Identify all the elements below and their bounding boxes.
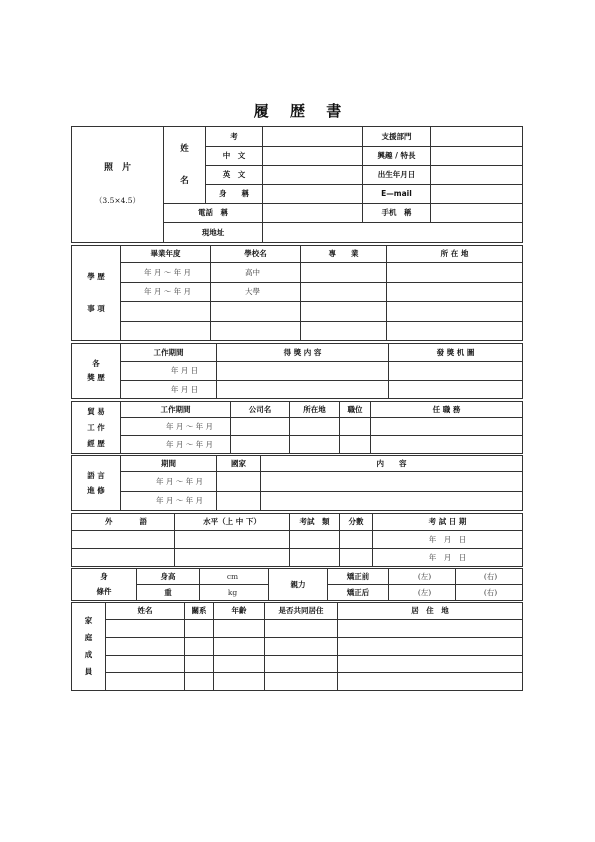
study-row-1-country xyxy=(217,472,261,492)
education-row-4-major xyxy=(301,321,387,341)
work-row-2-location xyxy=(290,436,340,454)
header-school-name: 學校名 xyxy=(211,246,301,263)
table-row xyxy=(72,380,523,399)
family-row-1-age xyxy=(214,620,265,638)
header-relationship: 關系 xyxy=(185,603,214,620)
foreign-row-2-language xyxy=(72,549,175,567)
birth-date-value xyxy=(431,166,523,185)
table-row xyxy=(72,302,523,322)
table-row xyxy=(72,127,523,147)
table-header-row xyxy=(72,514,523,531)
header-living-together: 是否共同居住 xyxy=(265,603,338,620)
awards-row-1-date: 年 月 日 xyxy=(121,362,217,381)
awards-row-1-content xyxy=(217,362,389,381)
photo-label: 照 片 xyxy=(103,163,131,173)
table-row xyxy=(72,282,523,302)
family-row-3-relationship xyxy=(185,655,214,673)
header-company: 公司名 xyxy=(231,402,290,418)
table-header-row xyxy=(72,246,523,263)
label-id: 身 稱 xyxy=(206,185,263,204)
family-row-1-relationship xyxy=(185,620,214,638)
physical-side-line-2: 條件 xyxy=(96,587,112,596)
work-row-1-company xyxy=(231,418,290,436)
email-value xyxy=(431,185,523,204)
foreign-row-1-exam-type xyxy=(290,531,340,549)
study-row-2-country xyxy=(217,491,261,511)
study-side-line-1: 語 言 xyxy=(87,470,105,480)
family-row-2-living-together xyxy=(265,637,338,655)
foreign-row-1-score xyxy=(340,531,373,549)
work-experience-table xyxy=(71,401,523,454)
family-row-4-name xyxy=(106,673,185,691)
family-row-3-living-together xyxy=(265,655,338,673)
after-correction-label: 矯正后 xyxy=(328,585,389,601)
hobby-value xyxy=(431,147,523,166)
family-row-3-age xyxy=(214,655,265,673)
study-row-1-content xyxy=(261,472,523,492)
work-row-2-period: 年 月 ～ 年 月 xyxy=(121,436,231,454)
english-name-value xyxy=(263,166,363,185)
table-row xyxy=(72,673,523,691)
family-members-table xyxy=(71,602,523,691)
foreign-row-1-proficiency xyxy=(175,531,290,549)
photo-size-label: （3.5×4.5） xyxy=(94,196,141,205)
family-row-4-age xyxy=(214,673,265,691)
table-row xyxy=(72,472,523,492)
family-row-4-residence xyxy=(338,673,523,691)
education-row-2-location xyxy=(387,282,523,302)
education-table xyxy=(71,245,523,341)
foreign-row-1-language xyxy=(72,531,175,549)
work-row-2-company xyxy=(231,436,290,454)
table-row xyxy=(72,569,523,585)
family-row-1-living-together xyxy=(265,620,338,638)
header-award-issuer: 發 獎 机 圖 xyxy=(389,344,523,362)
table-row xyxy=(72,549,523,567)
header-work-period: 工作期間 xyxy=(121,402,231,418)
label-phone: 電話 稱 xyxy=(164,204,263,223)
family-row-4-relationship xyxy=(185,673,214,691)
education-row-2-major xyxy=(301,282,387,302)
family-side-line-3: 成 xyxy=(84,650,93,659)
header-graduation-year: 畢業年度 xyxy=(121,246,211,263)
phone-value xyxy=(263,204,363,223)
before-correction-right-eye: (右) xyxy=(456,569,523,585)
education-row-3-location xyxy=(387,302,523,322)
family-row-2-relationship xyxy=(185,637,214,655)
education-side-line-2: 事 項 xyxy=(87,304,105,313)
foreign-row-2-proficiency xyxy=(175,549,290,567)
header-position: 職位 xyxy=(340,402,371,418)
table-header-row xyxy=(72,603,523,620)
family-side-line-2: 庭 xyxy=(84,633,93,642)
name-label-line-1: 姓 xyxy=(180,143,189,154)
label-kao: 考 xyxy=(206,127,263,147)
after-correction-right-eye: (右) xyxy=(456,585,523,601)
header-proficiency: 水平（上 中 下） xyxy=(175,514,290,531)
header-score: 分數 xyxy=(340,514,373,531)
awards-row-1-issuer xyxy=(389,362,523,381)
kao-value xyxy=(263,127,363,147)
education-row-1-location xyxy=(387,263,523,283)
table-row xyxy=(72,655,523,673)
work-row-1-location xyxy=(290,418,340,436)
awards-side-line-1: 各 xyxy=(92,359,100,368)
foreign-row-2-exam-type xyxy=(290,549,340,567)
family-row-2-name xyxy=(106,637,185,655)
header-residence: 居 住 地 xyxy=(338,603,523,620)
study-row-2-period: 年 月 ～ 年 月 xyxy=(121,491,217,511)
work-row-1-period: 年 月 ～ 年 月 xyxy=(121,418,231,436)
after-correction-left-eye: (左) xyxy=(389,585,456,601)
vision-label: 親力 xyxy=(269,569,328,601)
awards-side-line-2: 獎 歴 xyxy=(87,373,105,382)
name-label-cell xyxy=(164,127,206,204)
education-row-4-period xyxy=(121,321,211,341)
awards-side-label xyxy=(72,344,121,399)
awards-row-2-content xyxy=(217,380,389,399)
education-row-2-period: 年 月 ～ 年 月 xyxy=(121,282,211,302)
header-foreign-language: 外 語 xyxy=(72,514,175,531)
label-mobile: 手机 稱 xyxy=(363,204,431,223)
physical-side-line-1: 身 xyxy=(100,572,108,581)
physical-condition-table xyxy=(71,568,523,601)
weight-unit: kg xyxy=(200,585,269,601)
header-location: 所 在 地 xyxy=(387,246,523,263)
family-side-line-4: 員 xyxy=(84,667,93,676)
education-row-3-school xyxy=(211,302,301,322)
header-age: 年齡 xyxy=(214,603,265,620)
label-chinese-name: 中 文 xyxy=(206,147,263,166)
header-family-name: 姓名 xyxy=(106,603,185,620)
awards-table xyxy=(71,343,523,399)
page-title: 履 歴 書 xyxy=(253,102,350,120)
family-side-label xyxy=(72,603,106,691)
work-row-2-duties xyxy=(371,436,523,454)
mobile-value xyxy=(431,204,523,223)
header-exam-date: 考 試 日 期 xyxy=(373,514,523,531)
table-row xyxy=(72,531,523,549)
study-side-line-2: 進 修 xyxy=(87,485,105,495)
header-duties: 任 職 務 xyxy=(371,402,523,418)
work-side-label xyxy=(72,402,121,454)
address-value xyxy=(263,223,523,243)
header-major: 專 業 xyxy=(301,246,387,263)
chinese-name-value xyxy=(263,147,363,166)
education-row-3-major xyxy=(301,302,387,322)
education-row-2-school: 大學 xyxy=(211,282,301,302)
label-support-dept: 支援部門 xyxy=(363,127,431,147)
education-row-3-period xyxy=(121,302,211,322)
education-row-1-period: 年 月 ～ 年 月 xyxy=(121,263,211,283)
table-row xyxy=(72,436,523,454)
name-label-line-2: 名 xyxy=(180,175,189,186)
work-side-line-2: 工 作 xyxy=(87,422,105,432)
table-row xyxy=(72,418,523,436)
family-row-3-name xyxy=(106,655,185,673)
header-study-period: 期間 xyxy=(121,456,217,472)
physical-side-label xyxy=(72,569,137,601)
family-row-2-residence xyxy=(338,637,523,655)
header-country: 國家 xyxy=(217,456,261,472)
before-correction-left-eye: (左) xyxy=(389,569,456,585)
label-hobby: 興趣 / 特長 xyxy=(363,147,431,166)
header-study-content: 内 容 xyxy=(261,456,523,472)
header-work-location: 所在地 xyxy=(290,402,340,418)
photo-cell xyxy=(72,127,164,243)
awards-row-2-issuer xyxy=(389,380,523,399)
support-dept-value xyxy=(431,127,523,147)
table-header-row xyxy=(72,456,523,472)
work-side-line-1: 貿 易 xyxy=(87,406,105,416)
label-email: E—mail xyxy=(363,185,431,204)
foreign-row-2-exam-date: 年 月 日 xyxy=(373,549,523,567)
family-row-1-residence xyxy=(338,620,523,638)
header-exam-type: 考試 類 xyxy=(290,514,340,531)
family-side-line-1: 家 xyxy=(84,616,93,625)
work-row-1-position xyxy=(340,418,371,436)
table-row xyxy=(72,321,523,341)
study-side-label xyxy=(72,456,121,511)
personal-info-table xyxy=(71,126,523,243)
height-label: 身高 xyxy=(137,569,200,585)
education-row-1-major xyxy=(301,263,387,283)
table-header-row xyxy=(72,402,523,418)
id-value xyxy=(263,185,363,204)
header-award-content: 得 獎 内 容 xyxy=(217,344,389,362)
family-row-1-name xyxy=(106,620,185,638)
table-row xyxy=(72,620,523,638)
table-row xyxy=(72,637,523,655)
foreign-row-1-exam-date: 年 月 日 xyxy=(373,531,523,549)
work-row-1-duties xyxy=(371,418,523,436)
study-row-1-period: 年 月 ～ 年 月 xyxy=(121,472,217,492)
education-side-line-1: 學 歴 xyxy=(87,272,105,281)
education-side-label xyxy=(72,246,121,341)
work-side-line-3: 經 歴 xyxy=(87,438,105,448)
awards-row-2-date: 年 月 日 xyxy=(121,380,217,399)
table-row xyxy=(72,362,523,381)
family-row-4-living-together xyxy=(265,673,338,691)
foreign-row-2-score xyxy=(340,549,373,567)
education-row-1-school: 高中 xyxy=(211,263,301,283)
before-correction-label: 矯正前 xyxy=(328,569,389,585)
table-row xyxy=(72,491,523,511)
weight-label: 重 xyxy=(137,585,200,601)
education-row-4-location xyxy=(387,321,523,341)
work-row-2-position xyxy=(340,436,371,454)
language-study-table xyxy=(71,455,523,511)
header-award-period: 工作期間 xyxy=(121,344,217,362)
education-row-4-school xyxy=(211,321,301,341)
label-english-name: 英 文 xyxy=(206,166,263,185)
family-row-3-residence xyxy=(338,655,523,673)
label-birth-date: 出生年月日 xyxy=(363,166,431,185)
foreign-language-table xyxy=(71,513,523,567)
table-row xyxy=(72,263,523,283)
label-address: 現地址 xyxy=(164,223,263,243)
study-row-2-content xyxy=(261,491,523,511)
family-row-2-age xyxy=(214,637,265,655)
height-unit: cm xyxy=(200,569,269,585)
table-header-row xyxy=(72,344,523,362)
